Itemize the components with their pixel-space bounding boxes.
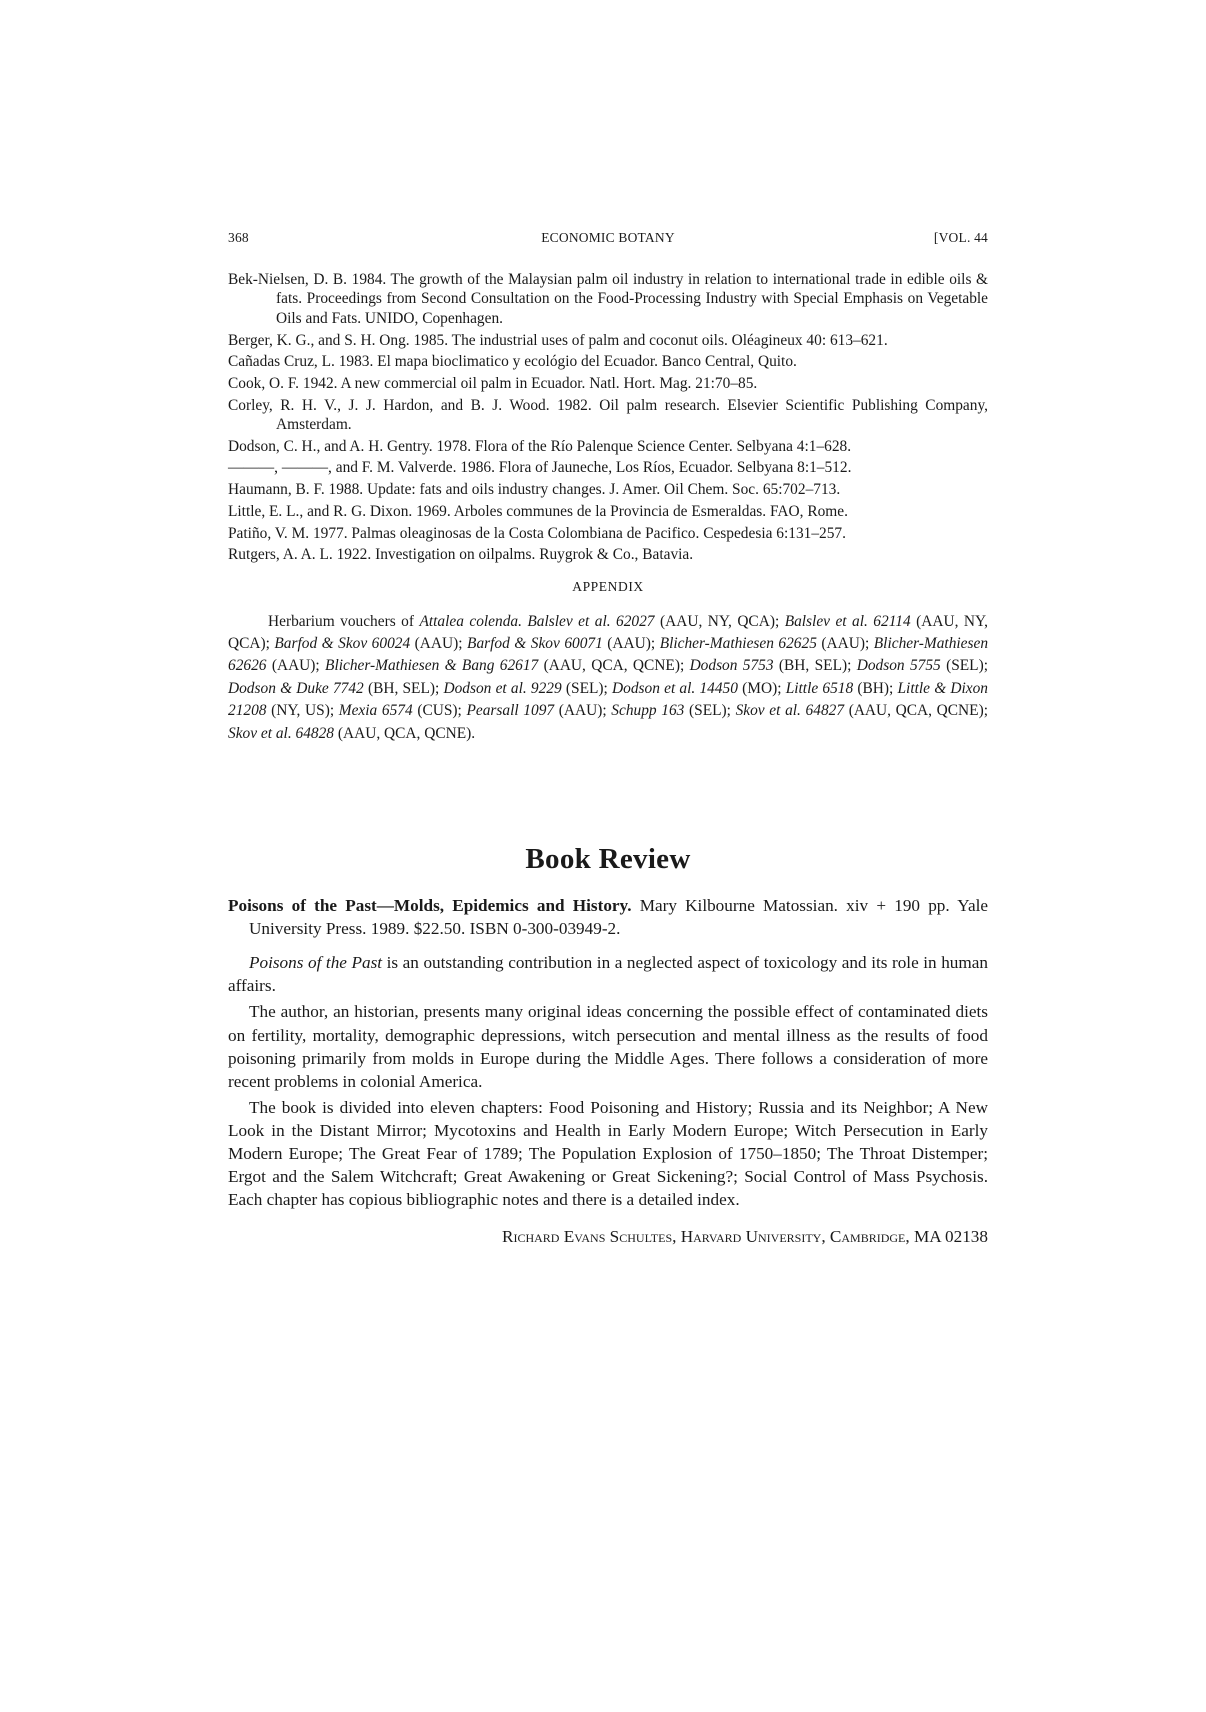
page-number: 368 bbox=[228, 230, 249, 245]
review-paragraph-text: is an outstanding contribution in a neglected aspect of toxicology and its role in human affairs. bbox=[228, 953, 988, 996]
voucher-collector: Skov et al. 64827 bbox=[735, 702, 845, 720]
appendix-vouchers bbox=[228, 611, 988, 745]
voucher-text: (AAU, NY, QCA); bbox=[654, 612, 785, 630]
voucher-text: (AAU); bbox=[554, 702, 612, 720]
reference-entry: ———, ———, and F. M. Valverde. 1986. Flora of Jauneche, Los Ríos, Ecuador. Selbyana 8:1–512. bbox=[228, 459, 852, 477]
running-head bbox=[228, 230, 988, 246]
volume-label: [VOL. 44 bbox=[933, 230, 988, 245]
voucher-collector: Pearsall 1097 bbox=[466, 702, 555, 720]
voucher-text: (BH); bbox=[853, 679, 898, 697]
reference-entry: Rutgers, A. A. L. 1922. Investigation on oilpalms. Ruygrok & Co., Batavia. bbox=[228, 546, 694, 564]
voucher-collector: Attalea colenda. Balslev et al. 62027 bbox=[419, 612, 655, 630]
voucher-text: (AAU, NY, QCA); bbox=[228, 612, 988, 653]
voucher-collector: Dodson et al. 14450 bbox=[612, 679, 738, 697]
voucher-text: (SEL); bbox=[561, 679, 613, 697]
voucher-text: (AAU); bbox=[410, 635, 468, 653]
voucher-collector: Barfod & Skov 60024 bbox=[274, 635, 411, 653]
review-paragraph: The book is divided into eleven chapters: Food Poisoning and History; Russia and its Neighbor; A New Look in the Distant Mirror; Mycotoxins and Health in Early Modern Europe; Witch Persecution in Early Modern Europe; The Great Fear of 1789; The Population Explosion of 1750–1850; The Throat Distemper; Ergot and the Salem Witchcraft; Great Awakening or Great Sickening?; Social Control of Mass Psychosis. Each chapter has copious bibliographic notes and there is a detailed index. bbox=[228, 1097, 988, 1210]
voucher-collector: Schupp 163 bbox=[611, 702, 685, 720]
reviewer-signature: Richard Evans Schultes, Harvard University, Cambridge, MA 02138 bbox=[501, 1227, 988, 1247]
appendix-heading: APPENDIX bbox=[572, 578, 644, 594]
voucher-text: (AAU); bbox=[816, 635, 874, 653]
voucher-text: (AAU); bbox=[602, 635, 660, 653]
voucher-collector: Blicher-Mathiesen 62625 bbox=[659, 635, 817, 653]
section-heading-book-review: Book Review bbox=[525, 843, 691, 876]
voucher-collector: Dodson 5755 bbox=[856, 657, 941, 675]
book-details: Mary Kilbourne Matossian. xiv + 190 pp. Yale University Press. 1989. $22.50. ISBN 0-300-03949-2. bbox=[249, 896, 988, 939]
voucher-text: (BH, SEL); bbox=[363, 679, 444, 697]
journal-page bbox=[228, 230, 988, 1248]
review-paragraph bbox=[228, 951, 988, 997]
reference-entry: Little, E. L., and R. G. Dixon. 1969. Arboles communes de la Provincia de Esmeraldas. FAO, Rome. bbox=[228, 502, 848, 520]
voucher-collector: Dodson et al. 9229 bbox=[443, 679, 562, 697]
voucher-text: (AAU, QCA, QCNE); bbox=[538, 657, 690, 675]
book-review bbox=[228, 894, 988, 1248]
voucher-collector: Dodson & Duke 7742 bbox=[228, 679, 364, 697]
book-title-italic: Poisons of the Past bbox=[249, 953, 383, 973]
voucher-collector: Little & Dixon 21208 bbox=[228, 679, 988, 720]
reference-entry: Cañadas Cruz, L. 1983. El mapa bioclimatico y ecológio del Ecuador. Banco Central, Quito. bbox=[228, 353, 797, 371]
journal-title: ECONOMIC BOTANY bbox=[541, 230, 675, 245]
voucher-collector: Blicher-Mathiesen & Bang 62617 bbox=[325, 657, 539, 675]
voucher-text: (MO); bbox=[737, 679, 786, 697]
reference-entry: Patiño, V. M. 1977. Palmas oleaginosas de la Costa Colombiana de Pacifico. Cespedesia 6:131–257. bbox=[228, 524, 846, 542]
reference-entry: Cook, O. F. 1942. A new commercial oil palm in Ecuador. Natl. Hort. Mag. 21:70–85. bbox=[228, 374, 758, 392]
voucher-text: (AAU); bbox=[266, 657, 326, 675]
voucher-text: (AAU, QCA, QCNE). bbox=[334, 724, 476, 742]
voucher-collector: Barfod & Skov 60071 bbox=[467, 635, 603, 653]
voucher-collector: Mexia 6574 bbox=[338, 702, 413, 720]
voucher-text: (NY, US); bbox=[266, 702, 339, 720]
voucher-text: (BH, SEL); bbox=[773, 657, 857, 675]
voucher-text: (CUS); bbox=[412, 702, 467, 720]
voucher-collector: Blicher-Mathiesen 62626 bbox=[228, 635, 989, 675]
reference-entry: Bek-Nielsen, D. B. 1984. The growth of the Malaysian palm oil industry in relation to international trade in edible oils & fats. Proceedings from Second Consultation on the Food-Processing Industry with Special Emphasis on Vegetable Oils and Fats. UNIDO, Copenhagen. bbox=[228, 271, 988, 327]
voucher-collector: Dodson 5753 bbox=[689, 657, 774, 675]
reference-entry: Berger, K. G., and S. H. Ong. 1985. The industrial uses of palm and coconut oils. Oléagineux 40: 613–621. bbox=[228, 331, 888, 349]
voucher-text: (SEL); bbox=[684, 702, 736, 720]
voucher-collector: Balslev et al. 62114 bbox=[784, 612, 911, 630]
reference-list bbox=[228, 270, 988, 565]
voucher-collector: Skov et al. 64828 bbox=[228, 724, 334, 742]
reference-entry: Dodson, C. H., and A. H. Gentry. 1978. Flora of the Río Palenque Science Center. Selbyana 4:1–628. bbox=[228, 437, 852, 455]
voucher-text: (SEL); bbox=[940, 657, 988, 675]
reference-entry: Haumann, B. F. 1988. Update: fats and oils industry changes. J. Amer. Oil Chem. Soc. 65:702–713. bbox=[228, 481, 841, 499]
reference-entry: Corley, R. H. V., J. J. Hardon, and B. J. Wood. 1982. Oil palm research. Elsevier Scientific Publishing Company, Amsterdam. bbox=[228, 396, 988, 434]
voucher-collector: Little 6518 bbox=[785, 679, 854, 697]
book-citation bbox=[228, 894, 988, 940]
voucher-text: (AAU, QCA, QCNE); bbox=[844, 702, 988, 720]
review-paragraph: The author, an historian, presents many original ideas concerning the possible effect of contaminated diets on fertility, mortality, demographic depressions, witch persecution and mental illness as the results of food poisoning primarily from molds in Europe during the Middle Ages. There follows a consideration of more recent problems in colonial America. bbox=[228, 1002, 988, 1091]
book-title: Poisons of the Past—Molds, Epidemics and History. bbox=[228, 896, 632, 916]
voucher-text: Herbarium vouchers of bbox=[268, 612, 420, 630]
